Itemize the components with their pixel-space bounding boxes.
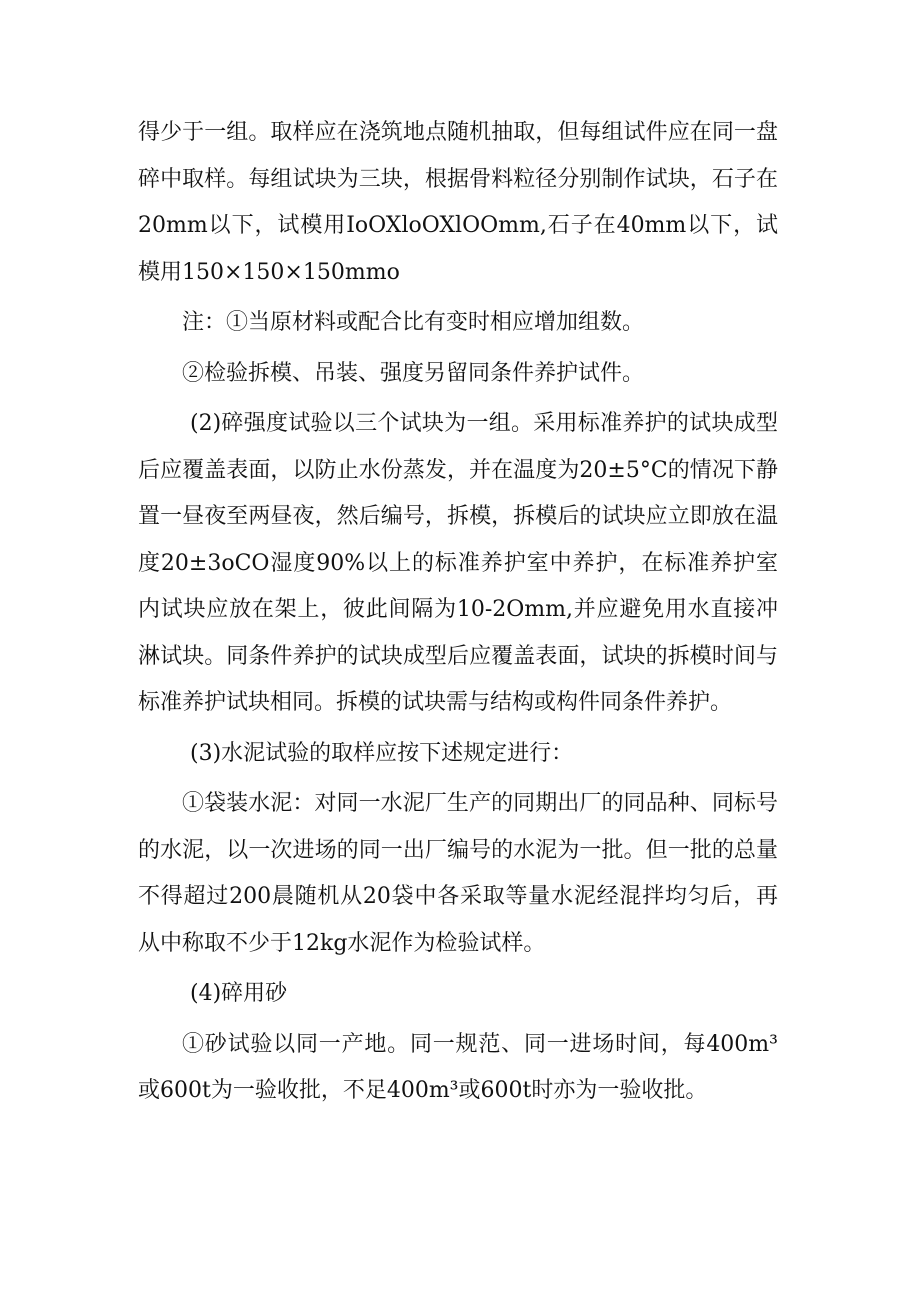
- paragraph-7: (4)碎用砂: [190, 981, 288, 1006]
- paragraph-3: ②检验拆模、吊装、强度另留同条件养护试件。: [182, 360, 645, 386]
- paragraph-8: ①砂试验以同一产地。同一规范、同一进场时间，每400m³或600t为一验收批，不足400m³或600t时亦为一验收批。: [138, 1031, 778, 1103]
- paragraph-2: 注：①当原材料或配合比有变时相应增加组数。: [182, 310, 645, 335]
- paragraph-4: (2)碎强度试验以三个试块为一组。采用标准养护的试块成型后应覆盖表面，以防止水份蒸发，并在温度为20±5°C的情况下静置一昼夜至两昼夜，然后编号，拆模，拆模后的试块应立即放在温度20±3oCO湿度90%以上的标准养护室中养护，在标准养护室内试块应放在架上，彼此间隔为10-2Omm,并应避免用水直接冲淋试块。同条件养护的试块成型后应覆盖表面，试块的拆模时间与标准养护试块相同。拆模的试块需与结构或构件同条件养护。: [138, 411, 778, 715]
- paragraph-6: ①袋装水泥：对同一水泥厂生产的同期出厂的同品种、同标号的水泥，以一次进场的同一出厂编号的水泥为一批。但一批的总量不得超过200晨随机从20袋中各采取等量水泥经混拌均匀后，再从中称取不少于12kg水泥作为检验试样。: [138, 791, 778, 956]
- paragraph-5: (3)水泥试验的取样应按下述规定进行：: [190, 740, 574, 766]
- paragraph-1: 得少于一组。取样应在浇筑地点随机抽取，但每组试件应在同一盘碎中取样。每组试块为三块，根据骨料粒径分别制作试块，石子在20mm以下，试模用IoOXloOXlOOmm,石子在40mm以下，试模用150×150×150mmo: [138, 120, 778, 285]
- document-body: [138, 110, 778, 1115]
